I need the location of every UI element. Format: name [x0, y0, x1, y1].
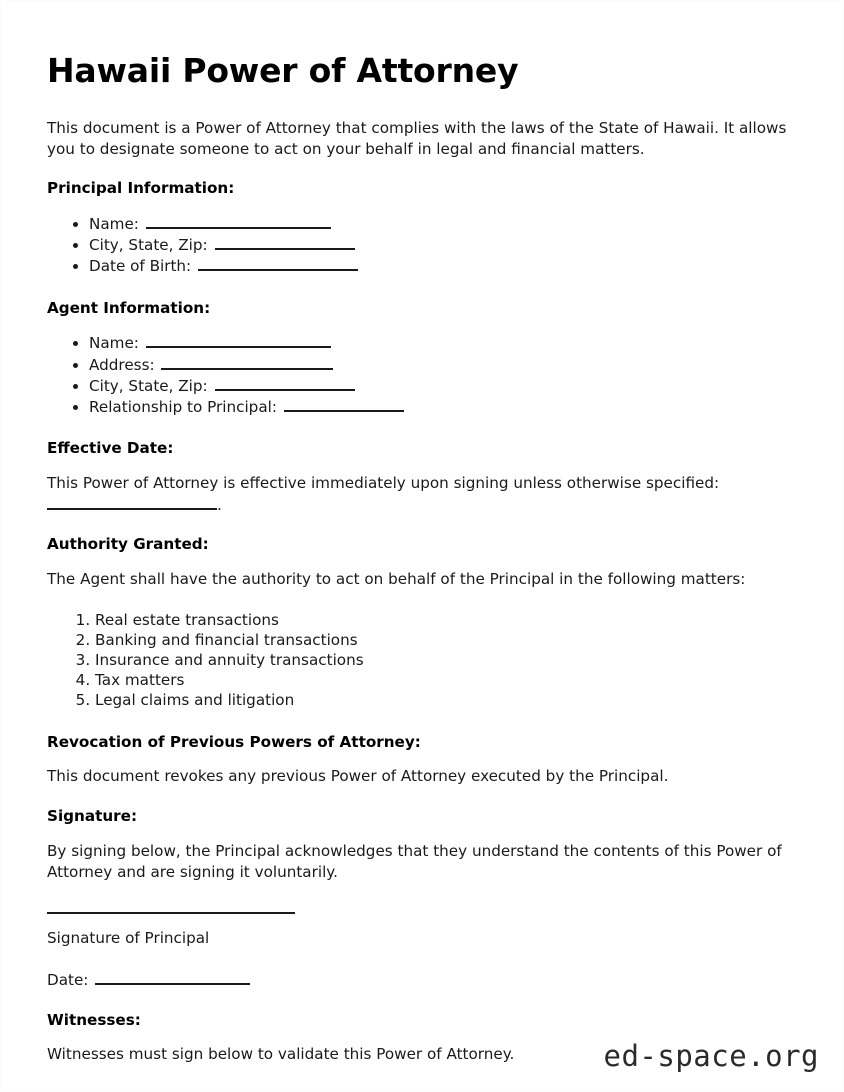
field-label: Name: [89, 334, 139, 353]
principal-information-heading: Principal Information: [47, 179, 235, 198]
field-label: Address: [89, 355, 155, 374]
authority-intro-paragraph: The Agent shall have the authority to act on behalf of the Principal in the following matters: [47, 569, 746, 588]
field-label: Date of Birth: [89, 257, 192, 276]
agent-information-heading: Agent Information: [47, 298, 211, 317]
blank-field [146, 332, 331, 348]
list-item: 3. Insurance and annuity transactions [95, 650, 803, 670]
document-content [47, 53, 803, 1085]
blank-field [161, 354, 333, 370]
list-item [89, 213, 803, 234]
list-item: 2. Banking and financial transactions [95, 630, 803, 650]
blank-field [215, 234, 355, 250]
signature-date-row [47, 969, 803, 991]
list-item: 4. Tax matters [95, 670, 803, 690]
blank-field [215, 375, 355, 391]
revocation-heading: Revocation of Previous Powers of Attorney: [47, 732, 421, 751]
authority-list [47, 610, 803, 711]
signature-paragraph: By signing below, the Principal acknowledges that they understand the contents of this Power of Attorney and are signing it voluntarily. [47, 841, 782, 881]
date-label: Date: [47, 970, 89, 989]
list-item [89, 354, 803, 375]
field-label: Name: [89, 215, 139, 234]
field-label: City, State, Zip: [89, 376, 208, 395]
list-item [89, 375, 803, 396]
signature-heading: Signature: [47, 807, 138, 826]
effective-date-paragraph [47, 473, 803, 515]
field-label: Relationship to Principal: [89, 397, 277, 416]
watermark: ed-space.org [603, 1039, 819, 1073]
list-item: 1. Real estate transactions [95, 610, 803, 630]
authority-granted-heading: Authority Granted: [47, 535, 209, 554]
revocation-paragraph: This document revokes any previous Power of Attorney executed by the Principal. [47, 767, 669, 786]
signature-caption: Signature of Principal [47, 929, 210, 948]
list-item [89, 255, 803, 276]
blank-field [47, 494, 217, 510]
list-item [89, 332, 803, 353]
effective-date-text: This Power of Attorney is effective immediately upon signing unless otherwise specified: [47, 473, 720, 492]
page-title: Hawaii Power of Attorney [47, 51, 519, 90]
intro-paragraph: This document is a Power of Attorney that complies with the laws of the State of Hawaii. It allows you to designate someone to act on your behalf in legal and financial matters. [47, 118, 787, 158]
signature-line [47, 912, 295, 914]
blank-field [284, 396, 404, 412]
field-label: City, State, Zip: [89, 236, 208, 255]
list-item [89, 234, 803, 255]
agent-information-list [47, 332, 803, 417]
list-item: 5. Legal claims and litigation [95, 690, 803, 710]
list-item [89, 396, 803, 417]
witnesses-heading: Witnesses: [47, 1010, 141, 1029]
witnesses-paragraph: Witnesses must sign below to validate this Power of Attorney. [47, 1045, 515, 1064]
blank-field [198, 255, 358, 271]
effective-date-period: . [217, 495, 222, 514]
blank-field [95, 969, 250, 985]
blank-field [146, 213, 331, 229]
principal-information-list [47, 213, 803, 277]
effective-date-heading: Effective Date: [47, 439, 174, 458]
